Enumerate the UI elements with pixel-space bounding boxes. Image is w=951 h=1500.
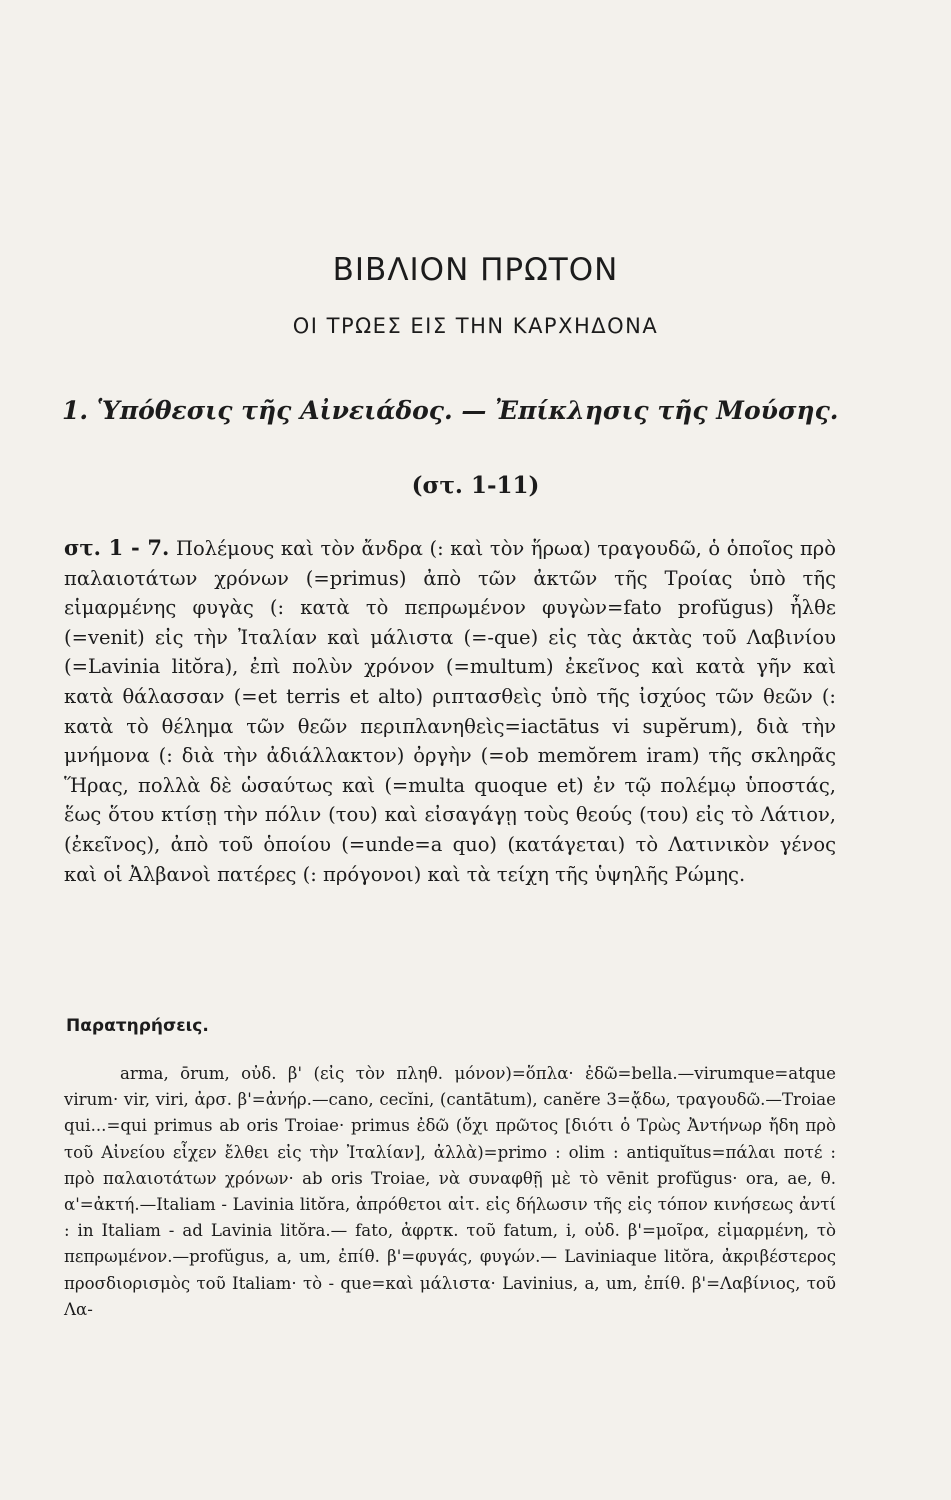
notes-heading: Παρατηρήσεις. — [66, 1016, 209, 1036]
book-subtitle: ΟΙ ΤΡΩΕΣ ΕΙΣ ΤΗΝ ΚΑΡΧΗΔΟΝΑ — [292, 314, 659, 338]
verse-lead: στ. 1 - 7. — [64, 535, 170, 560]
verse-range: (στ. 1-11) — [411, 472, 540, 499]
notes-paragraph: arma, ōrum, οὐδ. β' (εἰς τὸν πληθ. μόνον)=ὅπλα· ἐδῶ=bella.—virumque=atque virum· vir, viri, ἀρσ. β'=ἀνήρ.—cano, cecĭni, (cantātum), canĕre 3=ᾄδω, τραγουδῶ.—Troiae qui...=qui primus ab oris Troiae· primus ἐδῶ (ὄχι πρῶτος [διότι ὁ Τρὼς Ἀντήνωρ ἤδη πρὸ τοῦ Αἰνείου εἶχεν ἔλθει εἰς τὴν Ἰταλίαν], ἀλλὰ)=primo : olim : antiquĭtus=πάλαι ποτέ : πρὸ παλαιοτάτων χρόνων· ab oris Troiae, νὰ συναφθῇ μὲ τὸ vēnit profŭgus· ora, ae, θ. α'=ἀκτή.—Italiam - Lavinia litŏra, ἀπρόθετοι αἰτ. εἰς δήλωσιν τῆς εἰς τόπον κινήσεως ἀντί : in Italiam - ad Lavinia litŏra.— fato, ἀφρτκ. τοῦ fatum, i, οὐδ. β'=μοῖρα, εἱμαρμένη, τὸ πεπρωμένον.—profŭgus, a, um, ἐπίθ. β'=φυγάς, φυγών.— Laviniaque litŏra, ἀκριβέστερος προσδιορισμὸς τοῦ Italiam· τὸ - que=καὶ μάλιστα· Lavinius, a, um, ἐπίθ. β'=Λαβίνιος, τοῦ Λα- — [64, 1064, 836, 1319]
section-heading: 1. Ὑπόθεσις τῆς Αἰνειάδος. — Ἐπίκλησις τῆς Μούσης. — [62, 396, 839, 425]
main-translation: Πολέμους καὶ τὸν ἄνδρα (: καὶ τὸν ἥρωα) τραγουδῶ, ὁ ὁποῖος πρὸ παλαιοτάτων χρόνων (=primus) ἀπὸ τῶν ἀκτῶν τῆς Τροίας ὑπὸ τῆς εἱμαρμένης φυγὰς (: κατὰ τὸ πεπρωμένον φυγὼν=fato profŭgus) ἦλθε (=venit) εἰς τὴν Ἰταλίαν καὶ μάλιστα (=-que) εἰς τὰς ἀκτὰς τοῦ Λαβινίου (=Lavinia litŏra), ἐπὶ πολὺν χρόνον (=multum) ἐκεῖνος καὶ κατὰ γῆν καὶ κατὰ θάλασσαν (=et terris et alto) ριπτασθεὶς ὑπὸ τῆς ἰσχύος τῶν θεῶν (: κατὰ τὸ θέλημα τῶν θεῶν περιπλανηθεὶς=iactātus vi supĕrum), διὰ τὴν μνήμονα (: διὰ τὴν ἀδιάλλακτον) ὀργὴν (=ob memŏrem iram) τῆς σκληρᾶς Ἥρας, πολλὰ δὲ ὡσαύτως καὶ (=multa quoque et) ἐν τῷ πολέμῳ ὑποστάς, ἕως ὅτου κτίσῃ τὴν πόλιν (του) καὶ εἰσαγάγῃ τοὺς θεούς (του) εἰς τὸ Λάτιον, (ἐκεῖνος), ἀπὸ τοῦ ὁποίου (=unde=a quo) (κατάγεται) τὸ Λατινικὸν γένος καὶ οἱ Ἀλβανοὶ πατέρες (: πρόγονοι) καὶ τὰ τείχη τῆς ὑψηλῆς Ρώμης. — [64, 537, 836, 886]
book-title: ΒΙΒΛΙΟΝ ΠΡΩΤΟΝ — [332, 252, 619, 288]
main-paragraph — [64, 533, 836, 889]
